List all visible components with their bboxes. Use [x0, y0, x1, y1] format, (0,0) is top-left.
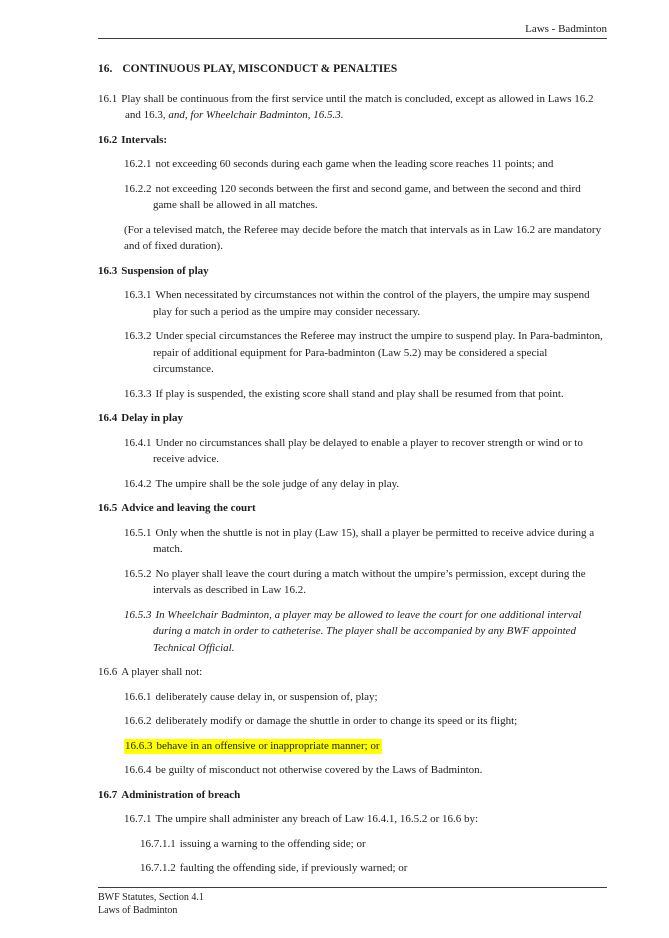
law-item [124, 566, 605, 599]
law-item [124, 738, 605, 755]
law-item-content [124, 715, 517, 727]
law-heading-title: Intervals: [121, 133, 168, 146]
law-item-content [140, 838, 366, 850]
law-item-content [124, 437, 583, 466]
footer-laws: Laws of Badminton [98, 905, 178, 916]
law-item-number: 16.4.1 [124, 436, 152, 449]
law-item-content [124, 388, 564, 400]
law-item [124, 156, 605, 173]
law-item-content [124, 568, 586, 597]
law-item-text: Only when the shuttle is not in play (Law 15), shall a player be permitted to receive advice during a match. [153, 526, 595, 555]
law-item-content [98, 412, 183, 424]
law-item-text: deliberately cause delay in, or suspension of, play; [155, 690, 378, 703]
law-item-number: 16.2.2 [124, 182, 152, 195]
highlight-mark [124, 739, 382, 754]
law-item [124, 287, 605, 320]
law-item [124, 762, 605, 779]
law-item [124, 607, 605, 657]
law-item-number: 16.5.3 [124, 608, 152, 621]
law-item [140, 860, 605, 877]
law-item-content [124, 527, 594, 556]
section-heading [98, 61, 605, 78]
law-item-text: (For a televised match, the Referee may decide before the match that intervals as in Law 16.2 are mandatory and of fixed duration). [124, 223, 602, 252]
law-item-number: 16.6 [98, 666, 118, 678]
law-item-number: 16.4 [98, 412, 118, 424]
law-item-text: and, for Wheelchair Badminton, 16.5.3. [168, 109, 344, 121]
law-item-number: 16.2.1 [124, 158, 152, 170]
law-item [98, 91, 605, 124]
law-heading-title: Delay in play [121, 412, 183, 424]
law-subheading [98, 410, 605, 427]
header-title: Laws - Badminton [525, 23, 607, 35]
law-item-number: 16.7.1 [124, 813, 152, 825]
law-item [124, 525, 605, 558]
law-item-text: The umpire shall be the sole judge of any delay in play. [155, 477, 400, 490]
law-item-content [124, 813, 478, 825]
law-item-number: 16.3.1 [124, 289, 152, 301]
law-item-text: faulting the offending side, if previously warned; or [179, 862, 408, 874]
law-item-content [124, 183, 581, 212]
law-item-number: 16.3.2 [124, 330, 152, 342]
law-item-content [140, 862, 407, 874]
law-item-number: 16.3 [98, 264, 118, 277]
law-item-content [98, 666, 202, 678]
law-item-text: A player shall not: [121, 666, 203, 678]
law-item-text: If play is suspended, the existing score shall stand and play shall be resumed from that point. [155, 387, 564, 400]
law-item-number: 16.6.2 [124, 715, 152, 727]
law-item-content [124, 224, 601, 253]
law-item-number: 16.4.2 [124, 477, 152, 490]
law-item-number: 16.7.1.1 [140, 837, 176, 850]
law-item-number: 16.6.3 [125, 739, 153, 752]
law-subheading [98, 132, 605, 149]
law-item-number: 16.3.3 [124, 387, 152, 400]
law-item-text: behave in an offensive or inappropriate manner; or [156, 739, 380, 752]
law-item-content [98, 265, 209, 277]
law-subheading [98, 787, 605, 804]
law-item-number: 16.5.2 [124, 567, 152, 580]
law-item-text: In Wheelchair Badminton, a player may be allowed to leave the court for one additional interval during a match in order to catheterise. The player shall be accompanied by any BWF appointed Technical Official. [153, 608, 582, 654]
law-item [124, 222, 605, 255]
law-item-number: 16.1 [98, 92, 118, 105]
law-item-content [124, 691, 378, 703]
law-item-content [98, 93, 594, 122]
law-item [124, 689, 605, 706]
law-item-number: 16.7.1.2 [140, 862, 176, 874]
law-item-number: 16.5 [98, 502, 118, 514]
law-item [124, 386, 605, 403]
page-header [98, 0, 607, 39]
law-item-text: Play shall be continuous from the first service until the match is concluded, except as allowed in Laws 16.2 and 16.3, [121, 92, 594, 121]
law-item-content [124, 330, 603, 375]
law-item-content [98, 789, 240, 801]
section-number: 16. [98, 63, 113, 75]
law-item [124, 811, 605, 828]
law-item-text: not exceeding 120 seconds between the first and second game, and between the second and third game shall be allowed in all matches. [153, 182, 581, 211]
law-item [98, 664, 605, 681]
law-item-content [124, 609, 581, 654]
law-item [124, 435, 605, 468]
law-item-number: 16.7 [98, 788, 118, 801]
law-item-text: not exceeding 60 seconds during each game when the leading score reaches 11 points; and [155, 158, 554, 170]
law-subheading [98, 500, 605, 517]
law-item-text: deliberately modify or damage the shuttle in order to change its speed or its flight; [155, 715, 518, 727]
law-item-content [124, 289, 590, 318]
law-item-content [124, 764, 482, 776]
law-item-text: No player shall leave the court during a match without the umpire’s permission, except during the intervals as described in Law 16.2. [153, 567, 586, 596]
law-item [124, 713, 605, 730]
law-heading-title: Administration of breach [121, 788, 241, 801]
law-blocks [98, 91, 605, 877]
law-item-content [124, 158, 553, 170]
law-item-text: be guilty of misconduct not otherwise covered by the Laws of Badminton. [155, 764, 483, 776]
law-item-number: 16.6.4 [124, 764, 152, 776]
law-item-text: When necessitated by circumstances not within the control of the players, the umpire may suspend play for such a period as the umpire may consider necessary. [153, 289, 590, 318]
law-item-text: Under special circumstances the Referee may instruct the umpire to suspend play. In Para-badminton, repair of additional equipment for Para-badminton (Law 5.2) may be considered a special circumstance. [153, 330, 603, 375]
law-item-text: The umpire shall administer any breach of Law 16.4.1, 16.5.2 or 16.6 by: [155, 813, 479, 825]
law-subheading [98, 263, 605, 280]
section-title: CONTINUOUS PLAY, MISCONDUCT & PENALTIES [122, 63, 398, 75]
footer-statutes: BWF Statutes, Section 4.1 [98, 892, 204, 903]
law-heading-title: Advice and leaving the court [121, 502, 256, 514]
document-body [98, 61, 605, 885]
law-item [124, 181, 605, 214]
law-heading-title: Suspension of play [121, 264, 209, 277]
law-item-number: 16.2 [98, 133, 118, 146]
law-item-content [98, 502, 256, 514]
law-item [124, 476, 605, 493]
law-item-content [124, 478, 399, 490]
law-item-text: issuing a warning to the offending side; or [179, 837, 366, 850]
law-item [140, 836, 605, 853]
page-footer [98, 887, 607, 917]
law-item-number: 16.6.1 [124, 690, 152, 703]
law-item [124, 328, 605, 378]
law-item-number: 16.5.1 [124, 526, 152, 539]
law-item-text: Under no circumstances shall play be delayed to enable a player to recover strength or wind or to receive advice. [153, 436, 583, 465]
law-item-content [98, 134, 167, 146]
